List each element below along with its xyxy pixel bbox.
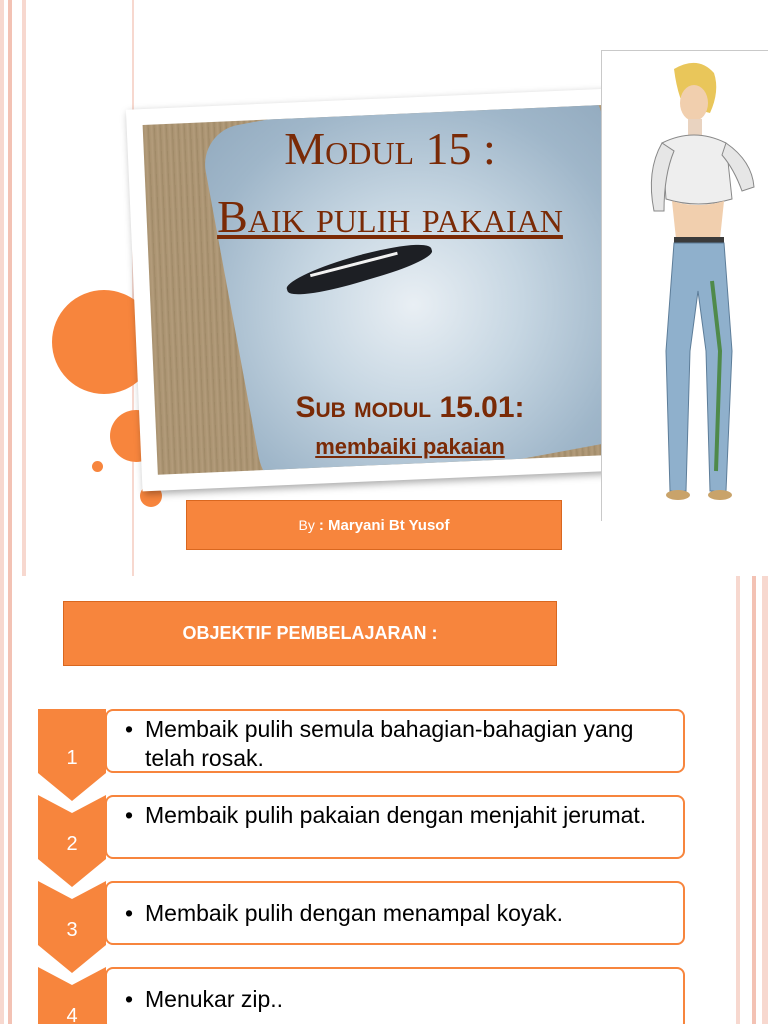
bullet-icon: • [125, 900, 134, 926]
step-card [105, 709, 685, 773]
objective-step [38, 709, 686, 775]
decorative-stripes [0, 0, 150, 576]
step-chevron [38, 967, 106, 1024]
author-name: : Maryani Bt Yusof [318, 516, 450, 534]
objectives-heading: OBJEKTIF PEMBELAJARAN : [63, 601, 557, 666]
step-card [105, 967, 685, 1024]
step-number: 4 [66, 1005, 78, 1024]
step-number: 3 [66, 919, 78, 941]
step-text: Membaik pulih dengan menampal koyak. [145, 900, 564, 926]
author-prefix: By [298, 517, 315, 533]
step-chevron [38, 795, 106, 861]
bullet-icon: • [125, 802, 134, 828]
bullet-icon: • [125, 986, 134, 1012]
objective-step [38, 967, 686, 1024]
bullet-icon: • [125, 716, 134, 742]
decorative-circle-tiny [92, 461, 103, 472]
module-title: Modul 15 : [284, 123, 496, 174]
objectives-slide [0, 576, 768, 1024]
objective-step [38, 795, 686, 861]
decorative-stripes-left [0, 576, 14, 1024]
fashion-figure-image [602, 51, 768, 521]
step-text: Membaik pulih semula bahagian-bahagian yang telah rosak. [145, 716, 634, 771]
step-text: Menukar zip.. [145, 986, 284, 1012]
author-box [186, 500, 562, 550]
step-number: 2 [66, 833, 78, 855]
step-number: 1 [66, 747, 78, 769]
step-text: Membaik pulih pakaian dengan menjahit jerumat. [145, 802, 647, 828]
step-chevron [38, 881, 106, 947]
decorative-stripes-right [730, 576, 768, 1024]
step-card [105, 795, 685, 859]
module-subject: Baik pulih pakaian [217, 191, 563, 242]
submodule-title: Sub modul 15.01: [295, 391, 525, 424]
step-chevron [38, 709, 106, 775]
submodule-subject: membaiki pakaian [315, 434, 505, 459]
step-card [105, 881, 685, 945]
objective-step [38, 881, 686, 947]
fashion-illustration [601, 50, 768, 521]
